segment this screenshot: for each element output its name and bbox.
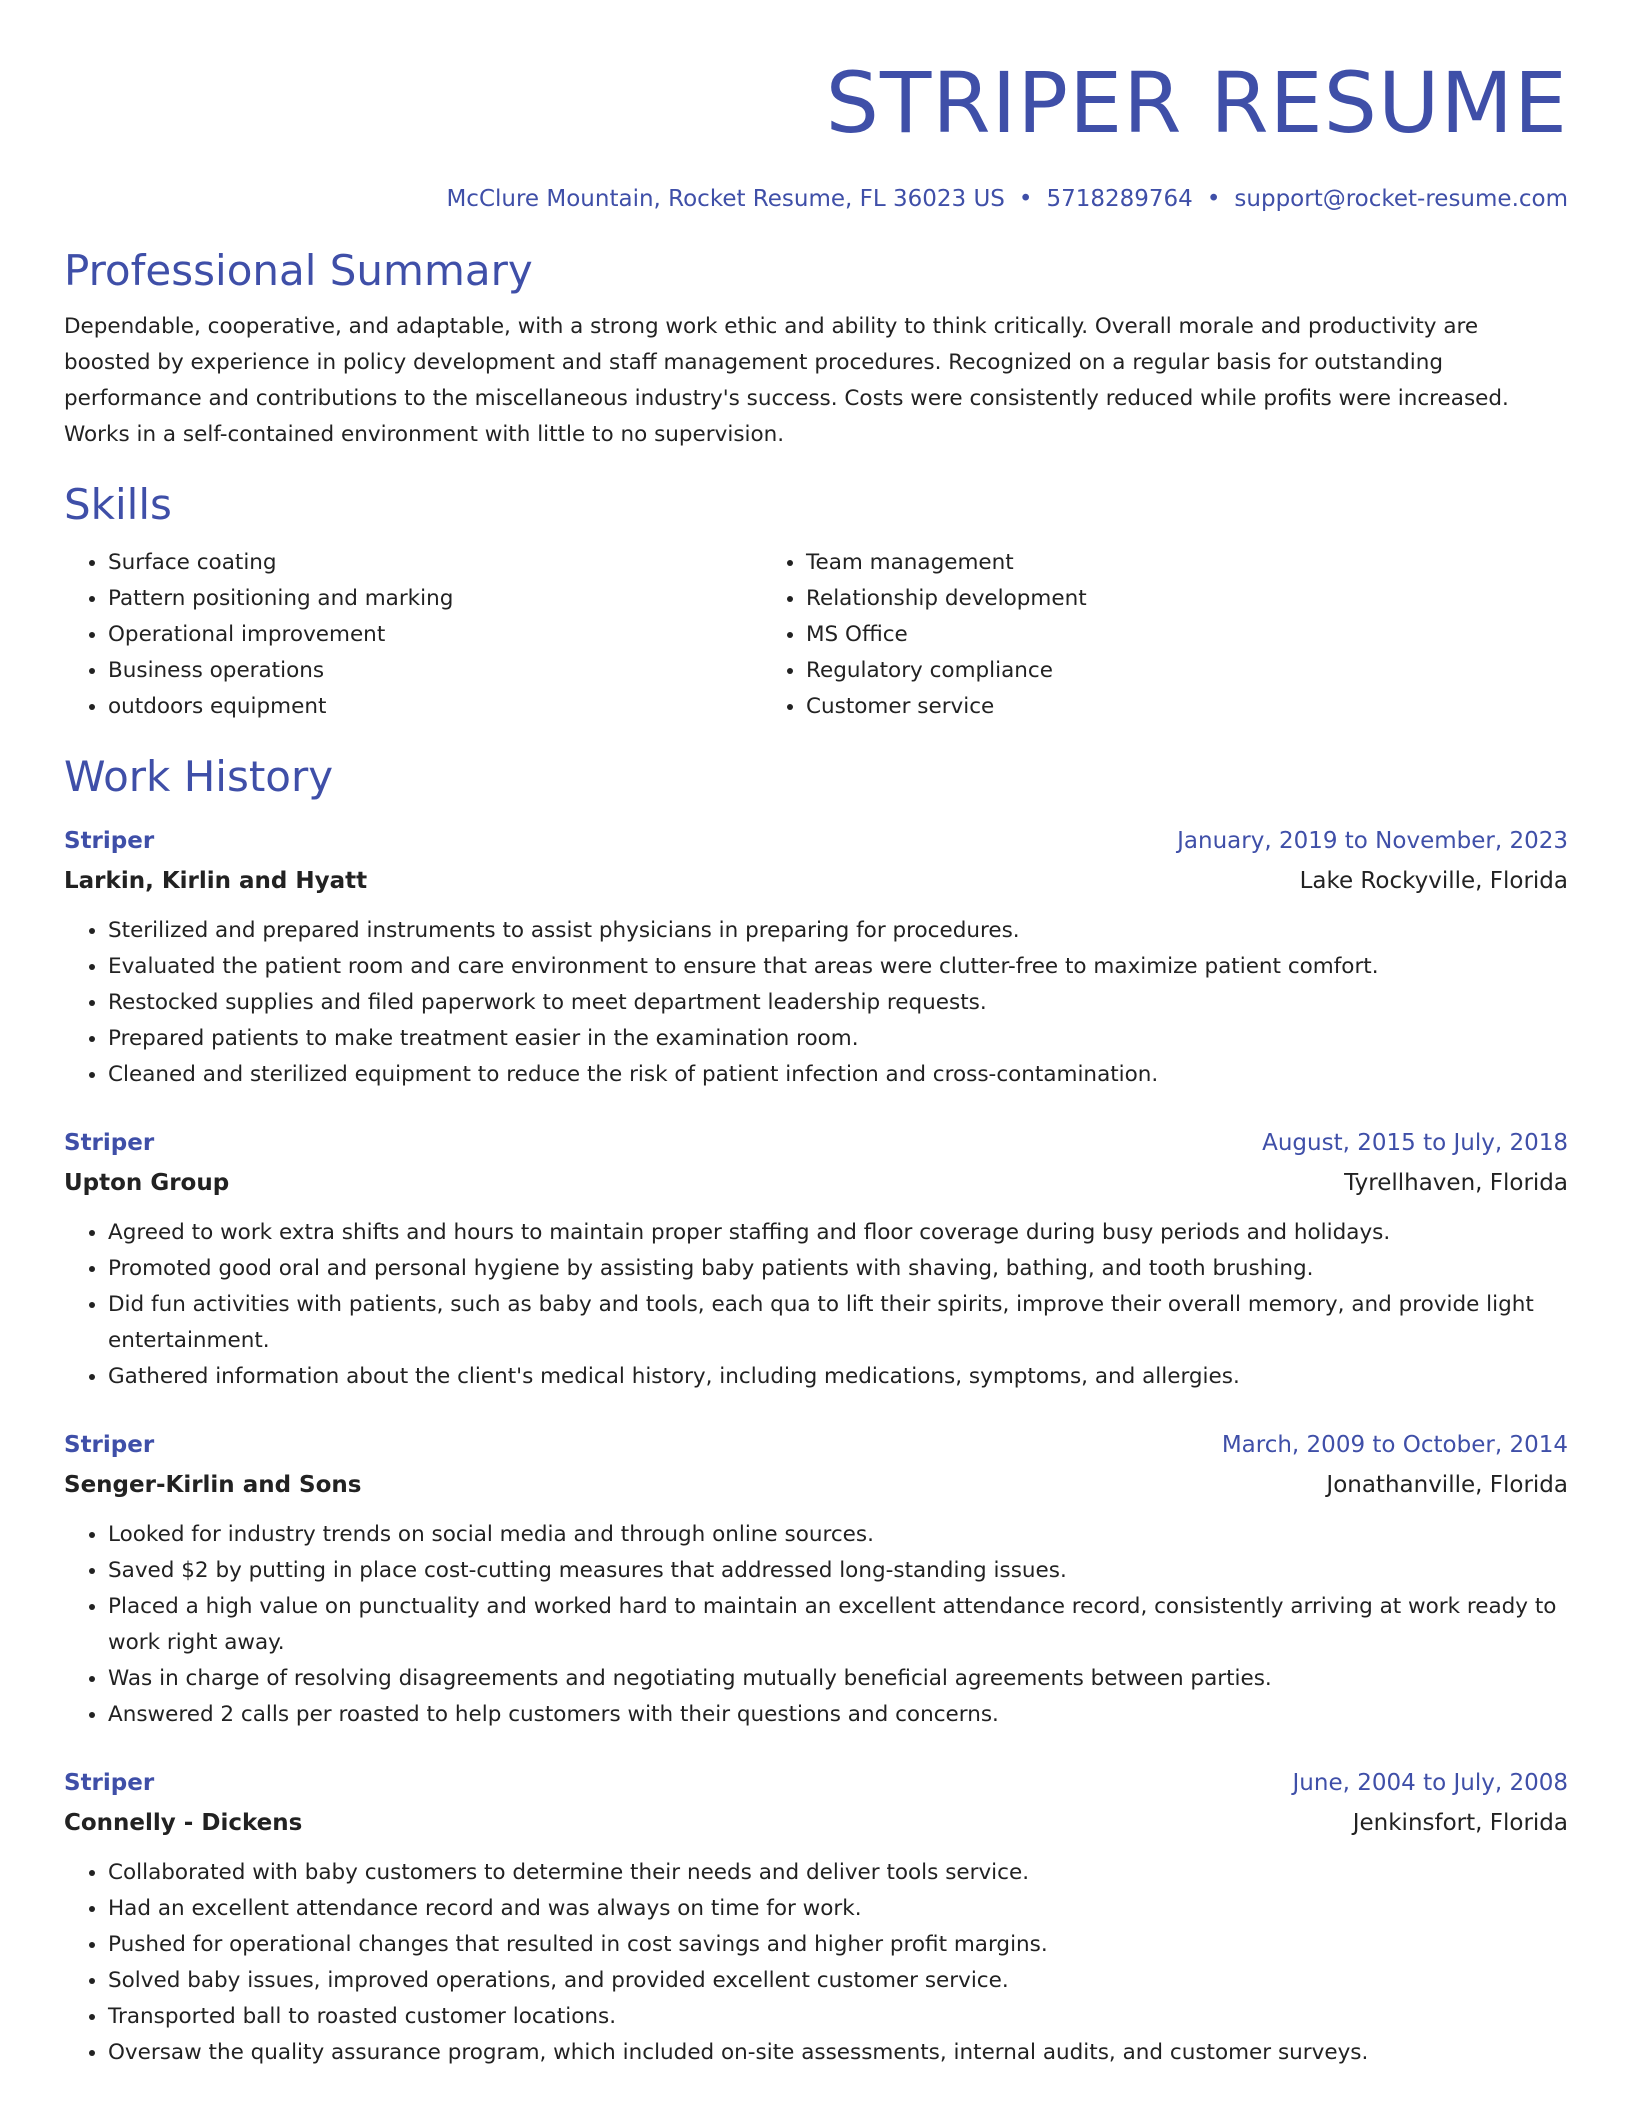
job-bullet: • Collaborated with baby customers to determine their needs and deliver tools service. (108, 1855, 1568, 1891)
job-dates: June, 2004 to July, 2008 (1292, 1770, 1568, 1796)
job-bullet: • Pushed for operational changes that resulted in cost savings and higher profit margins. (108, 1927, 1568, 1963)
job-company: Upton Group (64, 1170, 230, 1196)
job-bullet: • Transported ball to roasted customer locations. (108, 1999, 1568, 2035)
job-bullets (64, 1855, 1568, 2071)
job-dates: August, 2015 to July, 2018 (1262, 1130, 1568, 1156)
job-company: Larkin, Kirlin and Hyatt (64, 868, 368, 894)
skill-item: • Relationship development (806, 581, 1504, 617)
summary-text: Dependable, cooperative, and adaptable, with a strong work ethic and ability to think critically. Overall morale and productivity are boosted by experience in policy development and staff management procedures. Recognized on a regular basis for outstanding performance and contributions to the miscellaneous industry's success. Costs were consistently reduced while profits were increased. Works in a self-contained environment with little to no supervision. (64, 314, 1509, 447)
skill-item: • Customer service (806, 689, 1504, 725)
skills-list (64, 545, 1568, 725)
contact-separator: • (1206, 186, 1221, 212)
work-history-heading: Work History (64, 752, 334, 801)
job-bullet: • Restocked supplies and filed paperwork to meet department leadership requests. (108, 985, 1568, 1021)
skill-item: • Surface coating (108, 545, 762, 581)
job-entry (64, 1427, 1568, 1733)
job-bullet: • Prepared patients to make treatment easier in the examination room. (108, 1021, 1568, 1057)
skill-item: • Business operations (108, 653, 762, 689)
job-bullet: • Promoted good oral and personal hygiene by assisting baby patients with shaving, bathing, and tooth brushing. (108, 1251, 1568, 1287)
job-bullet: • Cleaned and sterilized equipment to reduce the risk of patient infection and cross-contamination. (108, 1057, 1568, 1093)
skill-item: • Pattern positioning and marking (108, 581, 762, 617)
job-company: Senger-Kirlin and Sons (64, 1472, 362, 1498)
job-location: Lake Rockyville, Florida (1299, 868, 1568, 894)
job-bullet: • Agreed to work extra shifts and hours to maintain proper staffing and floor coverage during busy periods and holidays. (108, 1215, 1568, 1251)
skill-item: • Regulatory compliance (806, 653, 1504, 689)
job-company: Connelly - Dickens (64, 1810, 303, 1836)
job-location: Jenkinsfort, Florida (1352, 1810, 1568, 1836)
job-title: Striper (64, 828, 155, 854)
job-bullets (64, 913, 1568, 1093)
job-entry (64, 823, 1568, 1093)
job-entry (64, 1765, 1568, 2071)
job-bullet: • Had an excellent attendance record and was always on time for work. (108, 1891, 1568, 1927)
job-bullets (64, 1215, 1568, 1395)
contact-phone: 5718289764 (1046, 186, 1193, 212)
job-bullet: • Sterilized and prepared instruments to assist physicians in preparing for procedures. (108, 913, 1568, 949)
job-bullet: • Did fun activities with patients, such as baby and tools, each qua to lift their spirits, improve their overall memory, and provide light entertainment. (108, 1287, 1568, 1359)
job-bullet: • Answered 2 calls per roasted to help customers with their questions and concerns. (108, 1697, 1568, 1733)
job-bullets (64, 1517, 1568, 1733)
contact-line (64, 183, 1568, 215)
job-bullet: • Gathered information about the client's medical history, including medications, symptoms, and allergies. (108, 1359, 1568, 1395)
skills-column-left (64, 545, 762, 725)
job-bullet: • Solved baby issues, improved operations, and provided excellent customer service. (108, 1963, 1568, 1999)
job-dates: January, 2019 to November, 2023 (1177, 828, 1568, 854)
skill-item: • Team management (806, 545, 1504, 581)
contact-separator: • (1018, 186, 1033, 212)
job-title: Striper (64, 1770, 155, 1796)
skill-item: • MS Office (806, 617, 1504, 653)
contact-address: McClure Mountain, Rocket Resume, FL 36023 US (446, 186, 1005, 212)
job-title: Striper (64, 1432, 155, 1458)
job-location: Jonathanville, Florida (1326, 1472, 1568, 1498)
job-title: Striper (64, 1130, 155, 1156)
summary-heading: Professional Summary (64, 246, 533, 295)
job-bullet: • Saved $2 by putting in place cost-cutting measures that addressed long-standing issues. (108, 1553, 1568, 1589)
skills-heading: Skills (64, 480, 172, 529)
job-bullet: • Placed a high value on punctuality and worked hard to maintain an excellent attendance record, consistently arriving at work ready to work right away. (108, 1589, 1568, 1661)
job-bullet: • Was in charge of resolving disagreements and negotiating mutually beneficial agreements between parties. (108, 1661, 1568, 1697)
skill-item: • Operational improvement (108, 617, 762, 653)
job-entry (64, 1125, 1568, 1395)
contact-email[interactable]: support@rocket-resume.com (1234, 186, 1568, 212)
skill-item: • outdoors equipment (108, 689, 762, 725)
job-location: Tyrellhaven, Florida (1344, 1170, 1568, 1196)
job-dates: March, 2009 to October, 2014 (1221, 1432, 1568, 1458)
skills-column-right (762, 545, 1504, 725)
resume-name: STRIPER RESUME (825, 54, 1568, 152)
job-bullet: • Looked for industry trends on social media and through online sources. (108, 1517, 1568, 1553)
job-bullet: • Oversaw the quality assurance program, which included on-site assessments, internal audits, and customer surveys. (108, 2035, 1568, 2071)
job-bullet: • Evaluated the patient room and care environment to ensure that areas were clutter-free to maximize patient comfort. (108, 949, 1568, 985)
